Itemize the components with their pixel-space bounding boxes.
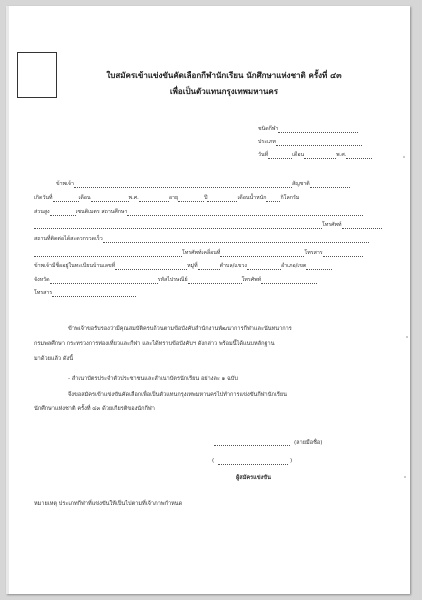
month-label: เดือน: [292, 152, 305, 158]
form-subtitle: เพื่อเป็นตัวแทนกรุงเทพมหานคร: [169, 86, 279, 96]
moo-label: หมู่ที่: [187, 263, 198, 269]
address-row[interactable]: [34, 262, 332, 270]
scan-edge: [6, 6, 9, 594]
scan-speck: [404, 476, 406, 478]
mobile-label: โทรศัพท์เคลื่อนที่: [182, 250, 221, 256]
phone2-label: โทรศัพท์: [241, 277, 262, 283]
photo-box: [17, 52, 57, 98]
province-label: จังหวัด: [34, 277, 50, 283]
paragraph-2-line-1: จึงขอสมัครเข้าแข่งขันคัดเลือกเพื่อเป็นตัวแทนกรุงเทพมหานครไปทำการแข่งขันกีฬานักเรียน: [68, 392, 287, 398]
fax2-row[interactable]: [34, 289, 136, 297]
signature-paren-close: ): [290, 458, 293, 464]
contact-row[interactable]: [34, 235, 369, 243]
subdistrict-label: ตำบล/แขวง: [219, 263, 247, 269]
scan-speck: [406, 336, 408, 338]
signature-paren-open: (: [212, 458, 215, 464]
contact-label: สถานที่ติดต่อได้สะดวกรวดเร็ว: [34, 236, 103, 242]
year-label: พ.ศ.: [336, 152, 347, 158]
document-page: [6, 6, 410, 594]
category-field[interactable]: [258, 138, 362, 146]
note: หมายเหตุ ประเภทกีฬาที่แข่งขันให้เป็นไปตามที่เจ้าภาพกำหนด: [34, 501, 183, 507]
fax2-label: โทรสาร: [34, 290, 53, 296]
fax-label: โทรสาร: [304, 250, 323, 256]
date-field[interactable]: [258, 151, 372, 159]
signature-line[interactable]: [214, 439, 290, 446]
phone-row[interactable]: [34, 221, 382, 229]
height-row[interactable]: [34, 208, 363, 216]
address-label: ข้าพเจ้ามีชื่ออยู่ในทะเบียนบ้านเลขที่: [34, 263, 116, 269]
nationality-label: สัญชาติ: [291, 181, 310, 187]
born-day-label: เกิดวันที่: [34, 195, 53, 201]
form-title: ใบสมัครเข้าแข่งขันคัดเลือกกีฬานักเรียน นักศึกษาแห่งชาติ ครั้งที่ ๔๓: [106, 70, 342, 80]
signature-label: (ลายมือชื่อ): [294, 440, 323, 446]
name-label: ข้าพเจ้า: [56, 181, 74, 187]
paragraph-1-line-1: ข้าพเจ้าขอรับรองว่ามีคุณสมบัติครบถ้วนตามข้อบังคับสำนักงานพัฒนาการกีฬาและนันทนาการ: [68, 326, 292, 332]
kg-label: กิโลกรัม: [280, 195, 300, 201]
district-label: อำเภอ/เขต: [281, 263, 307, 269]
paragraph-1-line-3: มาด้วยแล้ว ดังนี้: [34, 356, 74, 362]
postcode-label: รหัสไปรษณีย์: [157, 277, 188, 283]
day-label: วันที่: [258, 152, 269, 158]
printed-name-line[interactable]: [218, 458, 288, 465]
age-label: อายุ: [168, 195, 179, 201]
school-label: เซนติเมตร สถานศึกษา: [75, 209, 128, 215]
paragraph-1-line-2: กรมพลศึกษา กระทรวงการท่องเที่ยวและกีฬา และได้ทราบข้อบังคับฯ ดังกล่าว พร้อมนี้ได้แนบหลักฐาน: [34, 341, 275, 347]
phone-label: โทรศัพท์: [322, 222, 342, 228]
paragraph-2-line-2: นักศึกษาแห่งชาติ ครั้งที่ ๔๓ ด้วยเกียรติของนักกีฬา: [34, 406, 155, 412]
years-label: ปี: [204, 195, 208, 201]
mobile-row[interactable]: [34, 249, 363, 257]
province-row[interactable]: [34, 276, 317, 284]
born-year-label: พ.ศ.: [128, 195, 139, 201]
birth-row[interactable]: [34, 194, 299, 202]
age-month-label: เดือน: [237, 195, 250, 201]
name-row[interactable]: [56, 180, 350, 188]
weight-label: น้ำหนัก: [249, 195, 267, 201]
category-label: ประเภท: [258, 139, 276, 145]
applicant-label: ผู้สมัครแข่งขัน: [236, 475, 271, 481]
sport-field[interactable]: [258, 125, 358, 133]
attachment-item: - สำเนาบัตรประจำตัวประชาชนและสำเนาบัตรนักเรียน อย่างละ ๑ ฉบับ: [68, 376, 238, 382]
born-month-label: เดือน: [78, 195, 91, 201]
height-label: ส่วนสูง: [34, 209, 50, 215]
scan-speck: [403, 156, 405, 158]
sport-label: ชนิดกีฬา: [258, 126, 279, 132]
